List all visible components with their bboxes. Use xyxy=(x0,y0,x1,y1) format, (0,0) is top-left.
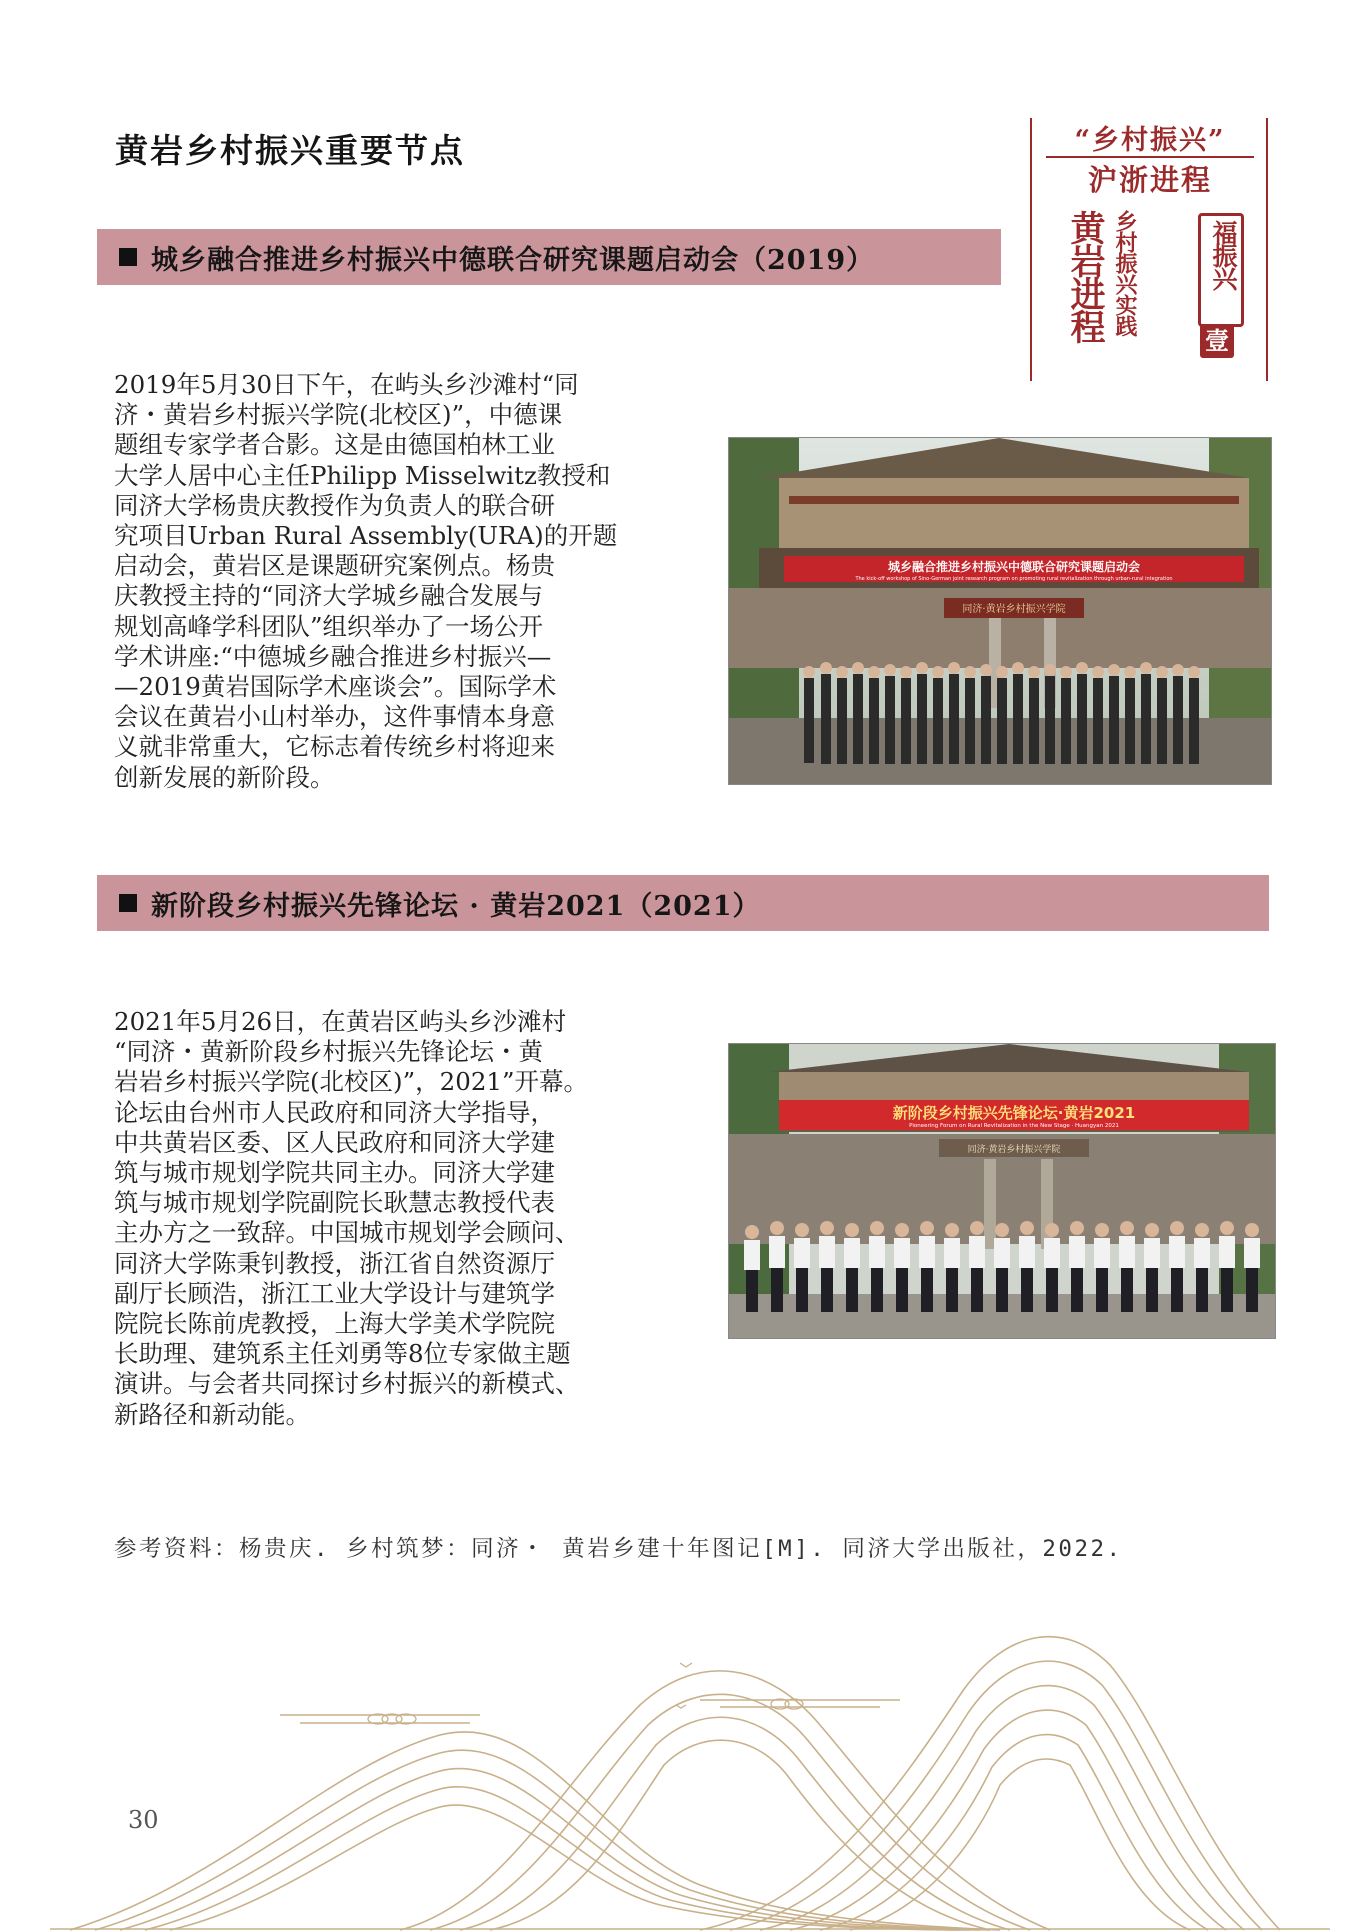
group-photo-2019 xyxy=(728,437,1272,785)
seal-stamp-small: 壹 xyxy=(1200,324,1234,358)
svg-text:同济·黄岩乡村振兴学院: 同济·黄岩乡村振兴学院 xyxy=(967,1145,1061,1155)
section-body-text: 2021年5月26日，在黄岩区屿头乡沙滩村 “同济・黄新阶段乡村振兴先锋论坛・黄 岩岩乡村振兴学院(北校区)”，2021”开幕。 论坛由台州市人民政府和同济大学指导， 中共黄岩区委、区人民政府和同济大学建 筑与城市规划学院共同主办。同济大学建 筑与城市规划学院副院长耿慧志教授代表 主办方之一致辞。中国城市规划学会顾问、 同济大学陈秉钊教授，浙江省自然资源厅 副厅长顾浩，浙江工业大学设计与建筑学 院院长陈前虎教授，上海大学美术学院院 长助理、建筑系主任刘勇等8位专家做主题 演讲。与会者共同探讨乡村振兴的新模式、 新路径和新动能。 xyxy=(114,1007,589,1429)
seal-line1: “乡村振兴” xyxy=(1074,125,1226,156)
series-seal-logo xyxy=(1030,118,1268,383)
section-heading-bar xyxy=(97,229,1001,285)
section-heading: 新阶段乡村振兴先锋论坛 · 黄岩2021（2021） xyxy=(151,890,761,922)
group-photo-2021 xyxy=(728,1043,1276,1339)
section-body-text: 2019年5月30日下午，在屿头乡沙滩村“同 济・黄岩乡村振兴学院(北校区)”，中德课 题组专家学者合影。这是由德国柏林工业 大学人居中心主任Philipp Misselwitz教授和 同济大学杨贵庆教授作为负责人的联合研 究项目Urban Rural Assembly(URA)的开题 启动会，黄岩区是课题研究案例点。杨贵 庆教授主持的“同济大学城乡融合发展与 规划高峰学科团队”组织举办了一场公开 学术讲座:“中德城乡融合推进乡村振兴— —2019黄岩国际学术座谈会”。国际学术 会议在黄岩小山村举办，这件事情本身意 义就非常重大，它标志着传统乡村将迎来 创新发展的新阶段。 xyxy=(114,370,618,792)
svg-text:新阶段乡村振兴先锋论坛·黄岩2021: 新阶段乡村振兴先锋论坛·黄岩2021 xyxy=(892,1104,1136,1122)
svg-text:Pioneering Forum on Rural Revi: Pioneering Forum on Rural Revitalization in the New Stage · Huangyan 2021 xyxy=(909,1123,1119,1129)
seal-vertical-title: 黄岩进程 xyxy=(1065,210,1106,342)
svg-text:The kick-off workshop of Sino-: The kick-off workshop of Sino-German joint research program on promoting rural revitalization through urban-rural integration xyxy=(855,576,1173,582)
seal-line2: 沪浙进程 xyxy=(1087,163,1212,197)
square-bullet-icon xyxy=(119,248,137,266)
svg-text:同济·黄岩乡村振兴学院: 同济·黄岩乡村振兴学院 xyxy=(962,604,1066,615)
reference-note: 参考资料：杨贵庆. 乡村筑梦：同济・ 黄岩乡建十年图记[M]. 同济大学出版社，2022. xyxy=(114,1536,1123,1562)
mountain-line-decoration xyxy=(0,1585,1366,1932)
seal-stamp: 福振兴 xyxy=(1198,213,1244,327)
svg-text:城乡融合推进乡村振兴中德联合研究课题启动会: 城乡融合推进乡村振兴中德联合研究课题启动会 xyxy=(887,560,1141,574)
section-heading: 城乡融合推进乡村振兴中德联合研究课题启动会（2019） xyxy=(151,244,875,276)
square-bullet-icon xyxy=(119,894,137,912)
section-heading-bar xyxy=(97,875,1269,931)
page-number: 30 xyxy=(128,1806,159,1834)
page-title: 黄岩乡村振兴重要节点 xyxy=(115,131,465,170)
seal-vertical-subtitle: 乡村振兴实践 xyxy=(1112,210,1138,336)
